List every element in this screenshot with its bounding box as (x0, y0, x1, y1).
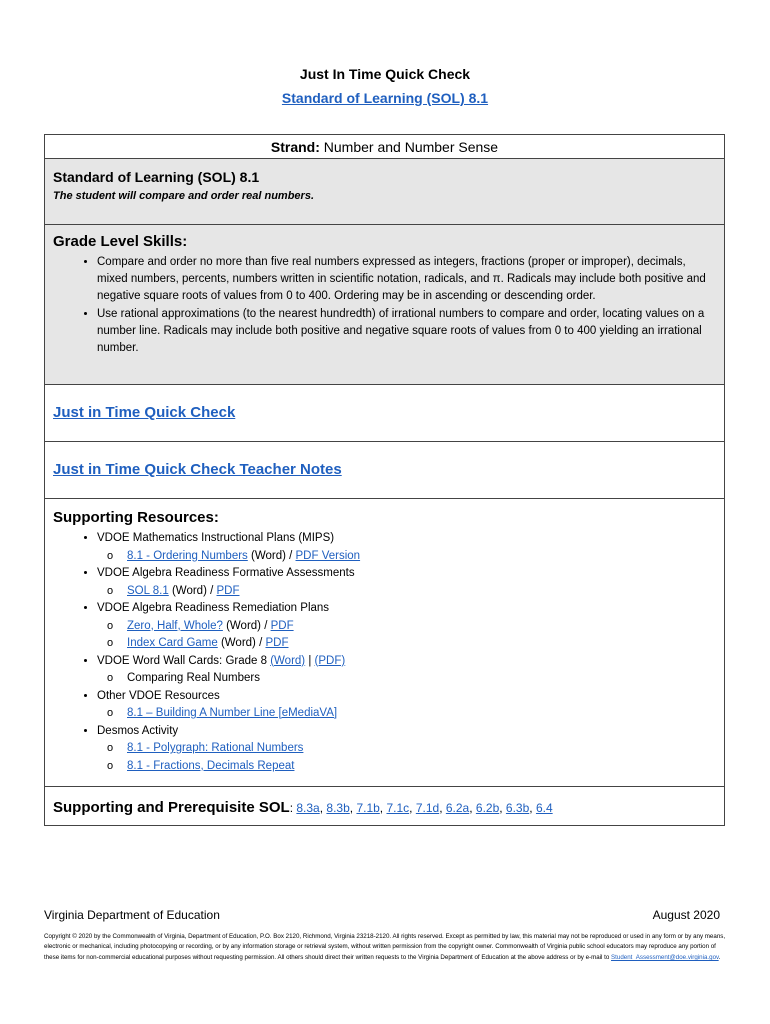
sol-table (44, 134, 725, 826)
prereq-sol-link[interactable]: 7.1d (415, 801, 440, 815)
prereq-row (45, 787, 724, 825)
other-label: Other VDOE Resources (97, 689, 220, 702)
skills-heading: Grade Level Skills: (53, 233, 188, 250)
prereq-sol-link[interactable]: 7.1b (356, 801, 380, 815)
list-item (127, 758, 716, 776)
mips-label: VDOE Mathematics Instructional Plans (MIPS) (97, 532, 335, 544)
strand-row (45, 135, 724, 159)
prereq-label: Supporting and Prerequisite SOL (53, 799, 290, 816)
prereq-sol-link[interactable]: 6.4 (535, 801, 553, 815)
prereq-separator: , (409, 801, 416, 815)
wordwall-label: VDOE Word Wall Cards: Grade 8 (97, 654, 271, 667)
skills-row (45, 225, 724, 385)
desmos-label: Desmos Activity (97, 724, 179, 737)
assess-word-link[interactable]: SOL 8.1 (127, 584, 169, 597)
remed-index-word-text: (Word) / (217, 637, 266, 649)
strand-value: Number and Number Sense (319, 139, 499, 155)
prereq-separator: , (439, 801, 446, 815)
prereq-separator: , (379, 801, 387, 815)
footer-date: August 2020 (652, 908, 720, 922)
strand-label: Strand: (270, 139, 320, 155)
footer-organization: Virginia Department of Education (44, 908, 220, 922)
resources-heading: Supporting Resources: (53, 509, 219, 526)
assess-word-text: (Word) / (168, 584, 217, 597)
sol-link[interactable]: Standard of Learning (SOL) 8.1 (281, 90, 489, 106)
wordwall-pdf-link[interactable]: (PDF) (314, 654, 346, 667)
remed-index-pdf-link[interactable]: PDF (265, 637, 289, 649)
list-item (127, 583, 716, 601)
prereq-sol-link[interactable]: 6.3b (505, 801, 530, 815)
assess-pdf-link[interactable]: PDF (216, 584, 240, 597)
prereq-sol-link[interactable]: 6.2b (475, 801, 500, 815)
mips-word-text: (Word) / (247, 549, 296, 562)
resources-row (45, 499, 724, 787)
remed-zero-word-text: (Word) / (222, 619, 271, 632)
document-title: Just In Time Quick Check (299, 66, 471, 82)
polygraph-link[interactable]: 8.1 - Polygraph: Rational Numbers (127, 742, 304, 754)
prereq-sol-link[interactable]: 8.3b (326, 801, 350, 815)
list-item (127, 740, 716, 758)
document-subtitle (0, 90, 770, 106)
sol-heading: Standard of Learning (SOL) 8.1 (53, 169, 260, 185)
remed-index-link[interactable]: Index Card Game (127, 637, 218, 649)
number-line-link[interactable]: 8.1 – Building A Number Line [eMediaVA] (127, 707, 338, 719)
list-item (97, 600, 716, 653)
list-item (127, 548, 716, 566)
teacher-notes-row (45, 442, 724, 499)
list-item (127, 635, 716, 653)
email-link[interactable]: Student_Assessment@doe.virginia.gov (611, 953, 719, 961)
list-item (97, 565, 716, 600)
prereq-sol-link[interactable]: 7.1c (386, 801, 410, 815)
copyright-text: Copyright © 2020 by the Commonwealth of Virginia, Department of Education, P.O. Box 2120, Richmond, Virginia 23218-2120. All rights reserved. Except as permitted by law, this material may not be reproduced or used in any form or by any means, electronic or mechanical, including photocopying or recording, or by any information storage or retrieval system, without written permission from the copyright owner. Commonwealth of Virginia public school educators may reproduce any portion of these items for non-commercial educational purposes without requesting permission. All others should direct their written requests to the Virginia Department of Education at the above address or by e-mail to (44, 933, 726, 961)
skills-list (53, 254, 716, 357)
remed-zero-pdf-link[interactable]: PDF (270, 619, 294, 632)
list-item (97, 653, 716, 688)
prereq-separator: , (499, 801, 506, 815)
fractions-link[interactable]: 8.1 - Fractions, Decimals Repeat (127, 759, 295, 772)
list-item: • Use rational approximations (to the nearest hundredth) of irrational numbers to compare and order, locating values on a number line. Radicals may include both positive and negative square roots of values from 0 to 400 yielding an irrational number. (97, 306, 716, 358)
sol-row (45, 159, 724, 225)
prereq-separator: , (319, 801, 327, 815)
wordwall-separator: | (305, 654, 315, 667)
sol-description: The student will compare and order real numbers. (53, 190, 315, 202)
prereq-sol-link[interactable]: 8.3a (296, 801, 320, 815)
list-item (127, 618, 716, 636)
list-item: • Compare and order no more than five real numbers expressed as integers, fractions (proper or improper), decimals, mixed numbers, percents, numbers written in scientific notation, radicals, and π. Radicals may include both positive and negative square roots of values from 0 to 400. Ordering may be in ascending or descending order. (97, 254, 716, 306)
list-item (97, 723, 716, 776)
remed-label: VDOE Algebra Readiness Remediation Plans (97, 602, 330, 614)
teacher-notes-link[interactable]: Just in Time Quick Check Teacher Notes (53, 461, 342, 478)
mips-pdf-link[interactable]: PDF Version (295, 549, 361, 562)
resources-list (53, 530, 716, 775)
prereq-separator: , (529, 801, 536, 815)
copyright-notice (44, 932, 728, 963)
wordwall-word-link[interactable]: (Word) (270, 654, 306, 667)
list-item (127, 705, 716, 723)
remed-zero-link[interactable]: Zero, Half, Whole? (127, 619, 223, 632)
copyright-end: . (718, 953, 721, 961)
prereq-separator: , (349, 801, 357, 815)
prereq-colon: : (289, 801, 297, 815)
prereq-sol-link[interactable]: 6.2a (445, 801, 470, 815)
mips-word-link[interactable]: 8.1 - Ordering Numbers (127, 549, 248, 562)
quick-check-row (45, 385, 724, 442)
assess-label: VDOE Algebra Readiness Formative Assessments (97, 567, 355, 579)
list-item (97, 688, 716, 723)
quick-check-link[interactable]: Just in Time Quick Check (53, 404, 236, 421)
prereq-separator: , (469, 801, 476, 815)
list-item (97, 530, 716, 565)
list-item: o Comparing Real Numbers (127, 670, 716, 688)
prereq-links (296, 801, 552, 815)
